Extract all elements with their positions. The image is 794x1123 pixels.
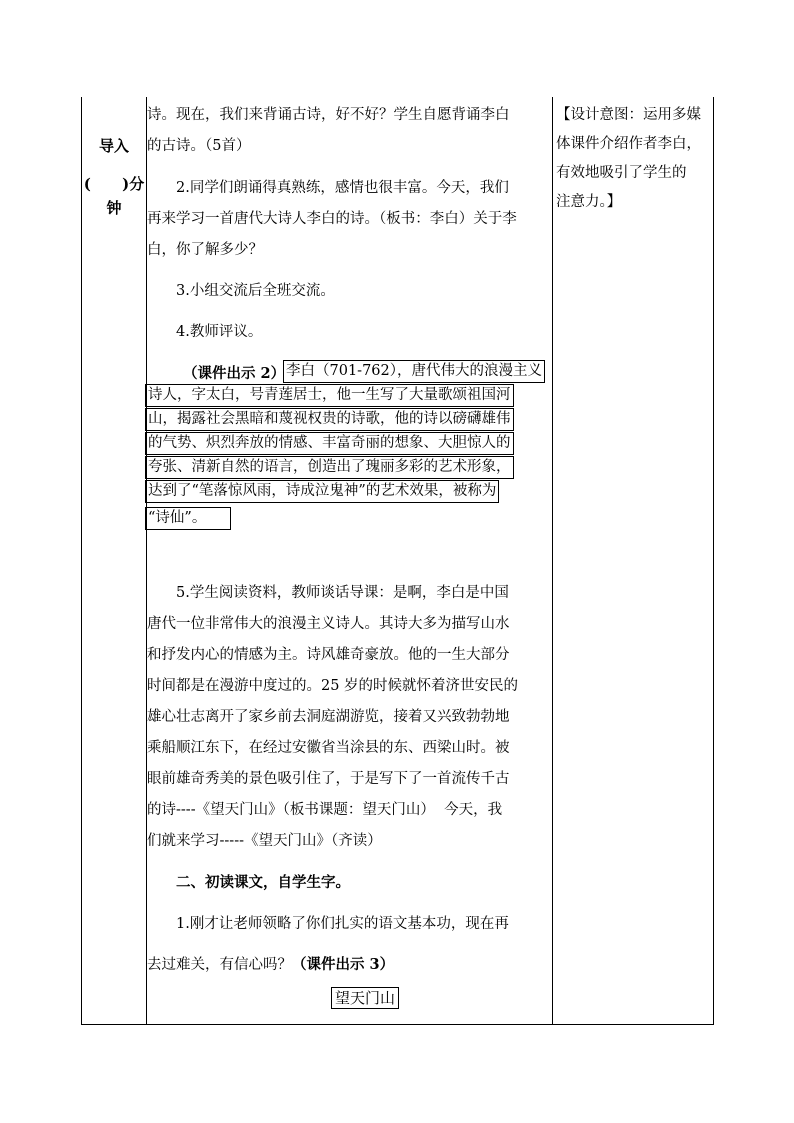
text-line: 的古诗。（5首） <box>147 138 251 154</box>
courseware-3-label: （课件出示 3） <box>292 956 395 973</box>
table-border-bottom <box>81 1024 714 1025</box>
text-line: 雄心壮志离开了家乡前去洞庭湖游览，接着又兴致勃勃地 <box>147 709 510 725</box>
text-line: 眼前雄奇秀美的景色吸引住了，于是写下了一首流传千古 <box>147 771 510 787</box>
box-line: 的气势、炽烈奔放的情感、丰富奇丽的想象、大胆惊人的 <box>145 432 514 455</box>
stage-time-label: ( )分 <box>83 175 145 193</box>
text-line: 的诗----《望天门山》（板书课题：望天门山） 今天，我 <box>147 802 503 818</box>
box-line: 李白（701-762），唐代伟大的浪漫主义 <box>283 360 545 383</box>
text-line: 乘船顺江东下，在经过安徽省当涂县的东、西梁山时。被 <box>147 740 510 756</box>
intent-line: 【设计意图：运用多媒 <box>556 107 701 123</box>
stage-title: 导入 <box>98 137 129 155</box>
text-line: 白，你了解多少？ <box>147 242 263 258</box>
courseware-2-label: （课件出示 2） <box>183 365 286 382</box>
table-border-col1 <box>146 97 147 1025</box>
text-line: 唐代一位非常伟大的浪漫主义诗人。其诗大多为描写山水 <box>147 616 510 632</box>
text-line: 时间都是在漫游中度过的。25 岁的时候就怀着济世安民的 <box>147 678 519 694</box>
table-border-col2 <box>552 97 553 1025</box>
text-line: 们就来学习-----《望天门山》（齐读） <box>147 833 382 849</box>
intent-line: 注意力。】 <box>556 194 622 210</box>
text-line: 5.学生阅读资料，教师谈话导课：是啊，李白是中国 <box>176 585 509 601</box>
stage-time-unit: 钟 <box>106 199 122 217</box>
box-line: 夸张、清新自然的语言，创造出了瑰丽多彩的艺术形象， <box>145 456 514 479</box>
text-line-part: 去过难关，有信心吗？ <box>147 957 292 973</box>
text-line: 2.同学们朗诵得真熟练，感情也很丰富。今天，我们 <box>176 180 509 196</box>
box-line: 诗人，字太白，号青莲居士，他一生写了大量歌颂祖国河 <box>145 384 514 407</box>
text-line: 和抒发内心的情感为主。诗风雄奇豪放。他的一生大部分 <box>147 647 510 663</box>
intent-line: 体课件介绍作者李白， <box>556 136 701 152</box>
box-line: “诗仙”。 <box>145 507 231 530</box>
poem-title-box: 望天门山 <box>331 987 399 1009</box>
text-line: 诗。现在，我们来背诵古诗，好不好？学生自愿背诵李白 <box>147 107 510 123</box>
intent-line: 有效地吸引了学生的 <box>556 165 687 181</box>
box-line: 山，揭露社会黑暗和蔑视权贵的诗歌，他的诗以磅礴雄伟 <box>145 408 514 431</box>
section-2-heading: 二、初读课文，自学生字。 <box>176 874 350 891</box>
box-line: 达到了“笔落惊风雨，诗成泣鬼神”的艺术效果，被称为 <box>145 480 499 503</box>
table-border-right <box>713 97 714 1025</box>
text-line <box>147 953 394 974</box>
text-line: 1.刚才让老师领略了你们扎实的语文基本功，现在再 <box>176 916 509 932</box>
table-border-left <box>81 97 82 1025</box>
text-line: 4.教师评议。 <box>176 324 263 340</box>
text-line: 再来学习一首唐代大诗人李白的诗。（板书：李白）关于李 <box>147 211 517 227</box>
text-line: 3.小组交流后全班交流。 <box>176 283 335 299</box>
